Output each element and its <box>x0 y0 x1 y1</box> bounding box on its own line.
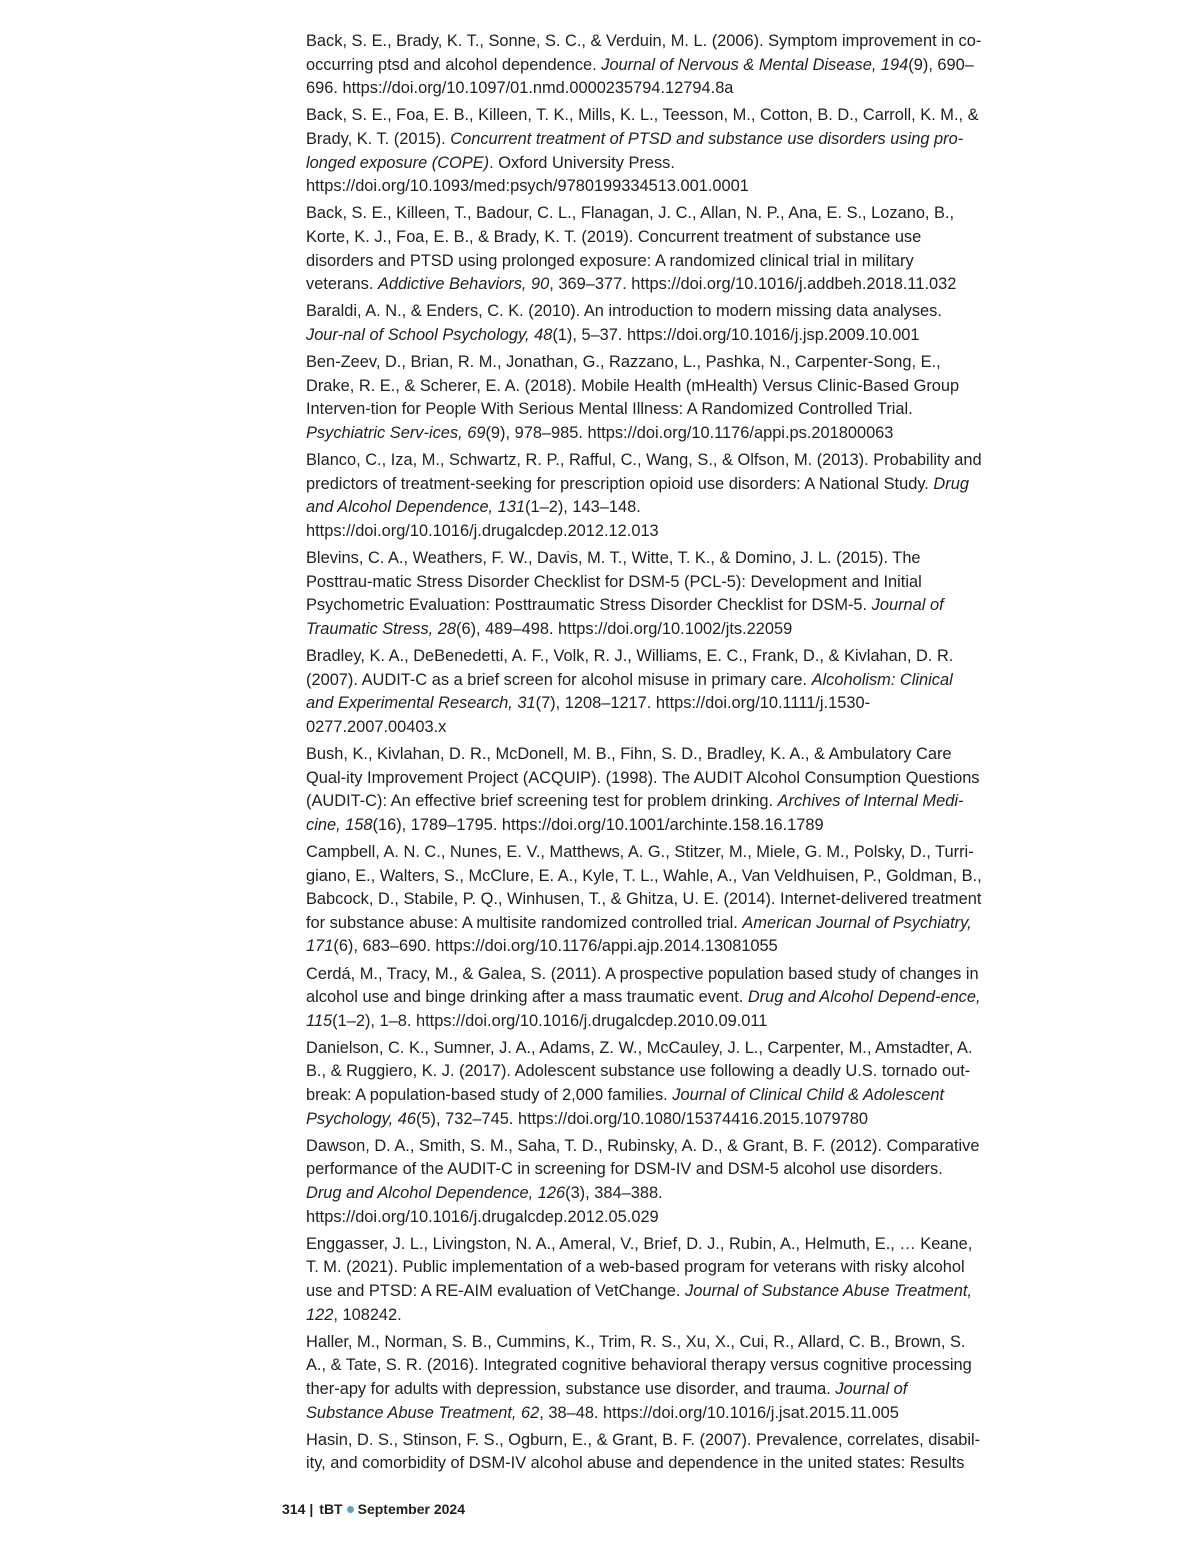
reference-journal: American Journal of Psychiatry, 171 <box>306 913 972 956</box>
reference-text: Blanco, C., Iza, M., Schwartz, R. P., Rafful, C., Wang, S., & Olfson, M. (2013). Probability and predictors of treatment-seeking for prescription opioid use disorders: A National Study. <box>306 451 982 493</box>
reference-entry <box>306 104 982 198</box>
reference-entry <box>306 1135 982 1229</box>
reference-journal: Journal of Substance Abuse Treatment, 122 <box>306 1282 973 1324</box>
reference-text: Ben-Zeev, D., Brian, R. M., Jonathan, G., Razzano, L., Pashka, N., Carpenter-Song, E., Drake, R. E., & Scherer, E. A. (2018). Mobile Health (mHealth) Versus Clinic-Based Group Interven-tion for People With Serious Mental Illness: A Randomized Controlled Trial. <box>306 353 960 419</box>
footer-separator: | <box>309 1501 314 1517</box>
reference-journal: Journal of Clinical Child & Adolescent Psychology, 46 <box>306 1086 945 1128</box>
reference-journal: Journal of Nervous & Mental Disease, 194 <box>601 55 909 74</box>
reference-text: Back, S. E., Brady, K. T., Sonne, S. C., & Verduin, M. L. (2006). Symptom improvement in co-occurring ptsd and alcohol dependence. <box>306 32 982 74</box>
reference-text: , 108242. <box>333 1305 402 1324</box>
reference-text: Haller, M., Norman, S. B., Cummins, K., Trim, R. S., Xu, X., Cui, R., Allard, C. B., Brown, S. A., & Tate, S. R. (2016). Integrated cognitive behavioral therapy versus cognitive processing ther-apy for adults with depression, substance use disorder, and trauma. <box>306 1332 972 1398</box>
reference-text: Dawson, D. A., Smith, S. M., Saha, T. D., Rubinsky, A. D., & Grant, B. F. (2012). Comparative performance of the AUDIT-C in screening for DSM-IV and DSM-5 alcohol use disorders. <box>306 1136 980 1179</box>
page-number: 314 <box>282 1501 306 1517</box>
reference-text: (6), 683–690. https://doi.org/10.1176/appi.ajp.2014.13081055 <box>333 937 778 956</box>
reference-entry <box>306 202 982 296</box>
reference-text: (1–2), 1–8. https://doi.org/10.1016/j.drugalcdep.2010.09.011 <box>332 1011 768 1030</box>
reference-entry <box>306 449 982 543</box>
reference-entry <box>306 841 982 959</box>
reference-text: Back, S. E., Killeen, T., Badour, C. L., Flanagan, J. C., Allan, N. P., Ana, E. S., Lozano, B., Korte, K. J., Foa, E. B., & Brady, K. T. (2019). Concurrent treatment of substance use disorders and PTSD using prolonged exposure: A randomized clinical trial in military veterans. <box>306 204 955 294</box>
reference-entry <box>306 1429 982 1476</box>
reference-entry <box>306 743 982 837</box>
reference-entry <box>306 351 982 445</box>
reference-entry <box>306 300 982 347</box>
reference-text: Cerdá, M., Tracy, M., & Galea, S. (2011). A prospective population based study of changes in alcohol use and binge drinking after a mass traumatic event. <box>306 964 979 1007</box>
reference-text: (16), 1789–1795. https://doi.org/10.1001/archinte.158.16.1789 <box>372 815 824 834</box>
issue-date: September 2024 <box>357 1501 466 1517</box>
reference-journal: Addictive Behaviors, 90 <box>377 275 550 294</box>
reference-entry <box>306 1331 982 1425</box>
reference-text: (9), 978–985. https://doi.org/10.1176/appi.ps.201800063 <box>485 423 894 442</box>
reference-journal: Concurrent treatment of PTSD and substance use disorders using pro-longed exposure (COPE) <box>306 129 964 172</box>
reference-journal: Alcoholism: Clinical and Experimental Research, 31 <box>306 670 953 713</box>
reference-entry <box>306 30 982 101</box>
reference-text: (9), 690–696. https://doi.org/10.1097/01.nmd.0000235794.12794.8a <box>306 55 974 98</box>
reference-text: Hasin, D. S., Stinson, F. S., Ogburn, E., & Grant, B. F. (2007). Prevalence, correlates, disabil-ity, and comorbidity of DSM-IV alcohol abuse and dependence in the united states: Results <box>306 1430 981 1473</box>
reference-entry <box>306 1233 982 1327</box>
reference-journal: Drug and Alcohol Dependence, 126 <box>306 1184 566 1203</box>
reference-journal: Journal of Substance Abuse Treatment, 62 <box>306 1379 908 1422</box>
reference-journal: Archives of Internal Medi-cine, 158 <box>306 792 964 834</box>
reference-text: Blevins, C. A., Weathers, F. W., Davis, M. T., Witte, T. K., & Domino, J. L. (2015). The Posttrau-matic Stress Disorder Checklist for DSM-5 (PCL-5): Development and Initial Psychometric Evaluation: Posttraumatic Stress Disorder Checklist for DSM-5. <box>306 549 922 615</box>
reference-list <box>306 30 982 1480</box>
reference-journal: Psychiatric Serv-ices, 69 <box>306 423 486 442</box>
reference-journal: Journal of Traumatic Stress, 28 <box>306 596 944 638</box>
reference-text: (7), 1208–1217. https://doi.org/10.1111/j.1530-0277.2007.00403.x <box>306 694 871 736</box>
reference-text: , 38–48. https://doi.org/10.1016/j.jsat.2015.11.005 <box>539 1403 899 1422</box>
reference-journal: Jour-nal of School Psychology, 48 <box>306 325 553 344</box>
reference-text: (3), 384–388. https://doi.org/10.1016/j.drugalcdep.2012.05.029 <box>306 1184 663 1226</box>
reference-journal: Drug and Alcohol Depend-ence, 115 <box>306 988 981 1030</box>
reference-text: (5), 732–745. https://doi.org/10.1080/15374416.2015.1079780 <box>415 1109 868 1128</box>
reference-text: Bradley, K. A., DeBenedetti, A. F., Volk, R. J., Williams, E. C., Frank, D., & Kivlahan, D. R. (2007). AUDIT-C as a brief screen for alcohol misuse in primary care. <box>306 647 954 689</box>
reference-text: . Oxford University Press. https://doi.org/10.1093/med:psych/9780199334513.001.0001 <box>306 153 749 196</box>
reference-entry <box>306 963 982 1034</box>
reference-text: (1–2), 143–148. https://doi.org/10.1016/j.drugalcdep.2012.12.013 <box>306 498 659 540</box>
bullet-dot-icon <box>347 1506 354 1513</box>
reference-text: (6), 489–498. https://doi.org/10.1002/jts.22059 <box>456 619 793 638</box>
reference-entry <box>306 547 982 641</box>
reference-text: , 369–377. https://doi.org/10.1016/j.addbeh.2018.11.032 <box>549 275 957 294</box>
reference-text: Back, S. E., Foa, E. B., Killeen, T. K., Mills, K. L., Teesson, M., Cotton, B. D., Carroll, K. M., & Brady, K. T. (2015). <box>306 106 979 148</box>
reference-text: Danielson, C. K., Sumner, J. A., Adams, Z. W., McCauley, J. L., Carpenter, M., Amstadter, A. B., & Ruggiero, K. J. (2017). Adolescent substance use following a deadly U.S. tornado out-break: A population-based study of 2,000 families. <box>306 1038 973 1105</box>
page-footer <box>282 1501 465 1517</box>
reference-entry <box>306 1037 982 1131</box>
reference-text: Enggasser, J. L., Livingston, N. A., Ameral, V., Brief, D. J., Rubin, A., Helmuth, E., … Keane, T. M. (2021). Public implementation of a web-based program for veterans with risky alcohol use and PTSD: A RE-AIM evaluation of VetChange. <box>306 1234 973 1300</box>
reference-text: Bush, K., Kivlahan, D. R., McDonell, M. B., Fihn, S. D., Bradley, K. A., & Ambulatory Care Qual-ity Improvement Project (ACQUIP). (1998). The AUDIT Alcohol Consumption Questions (AUDIT-C): An effective brief screening test for problem drinking. <box>306 744 980 811</box>
reference-journal: Drug and Alcohol Dependence, 131 <box>306 474 969 517</box>
reference-text: Campbell, A. N. C., Nunes, E. V., Matthews, A. G., Stitzer, M., Miele, G. M., Polsky, D., Turri-giano, E., Walters, S., McClure, E. A., Kyle, T. L., Wahle, A., Van Veldhuisen, P., Goldman, B., Babcock, D., Stabile, P. Q., Winhusen, T., & Ghitza, U. E. (2014). Internet-delivered treatment for substance abuse: A multisite randomized controlled trial. <box>306 842 982 932</box>
reference-entry <box>306 645 982 739</box>
journal-name: tBT <box>319 1501 343 1517</box>
reference-text: Baraldi, A. N., & Enders, C. K. (2010). An introduction to modern missing data analyses. <box>306 302 942 321</box>
reference-text: (1), 5–37. https://doi.org/10.1016/j.jsp.2009.10.001 <box>552 325 920 344</box>
